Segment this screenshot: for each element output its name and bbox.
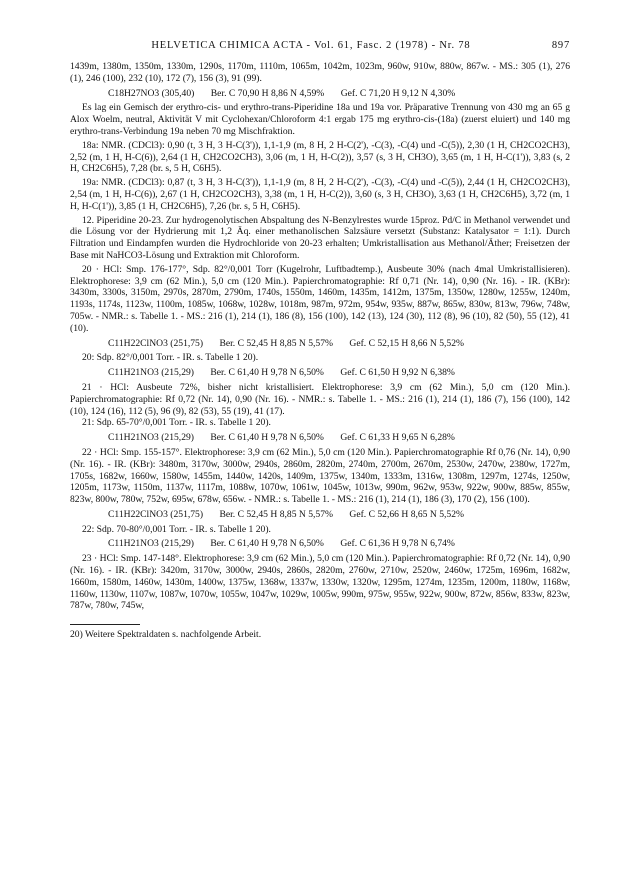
journal-title: HELVETICA CHIMICA ACTA - Vol. 61, Fasc. 2 (1978) - Nr. 78 <box>151 40 471 51</box>
paragraph-nmr-19a: 19a: NMR. (CDCl3): 0,87 (t, 3 H, 3 H-C(3')), 1,1-1,9 (m, 8 H, 2 H-C(2'), -C(3), -C(4) und -C(5)), 2,44 (1 H, CH2CO2CH3), 2,54 (m, 1 H, H-C(6)), 2,67 (1 H, CH2CO2CH3), 3,38 (m, 1 H, H-C(2)), 3,60 (s, 3 H, CH3O), 3,63 (1 H, CH2C6H5), 3,72 (m, 1 H, H-C(1')), 3,85 (1 H, CH2C6H5), 7,26 (br. s, 5 H, C6H5). <box>70 177 570 212</box>
calculated-values: Ber. C 70,90 H 8,86 N 4,59% <box>210 87 325 99</box>
paragraph-compound-20-hcl: 20 · HCl: Smp. 176-177°, Sdp. 82°/0,001 Torr (Kugelrohr, Luftbadtemp.), Ausbeute 30% (nach 4mal Umkristallisieren). Elektrophorese: 3,9 cm (62 Min.), 5,0 cm (120 Min.). Papierchromatographie: Rf 0,71 (Nr. 14), 0,90 (Nr. 16). - IR. (KBr): 3430m, 3300s, 3150m, 2970s, 2870m, 2790m, 1740s, 1550m, 1460m, 1435m, 1412m, 1375m, 1350w, 1280w, 1255w, 1240m, 1193s, 1174s, 1123w, 1100m, 1085w, 1068w, 1028w, 1018m, 987m, 972m, 954w, 935w, 887w, 865w, 830w, 813w, 796w, 748w, 705w. - NMR.: s. Tabelle 1. - MS.: 216 (1), 214 (1), 186 (8), 156 (100), 142 (13), 124 (30), 112 (8), 96 (10), 82 (50), 55 (12), 41 (10). <box>70 263 570 334</box>
calculated-values: Ber. C 61,40 H 9,78 N 6,50% <box>210 432 324 444</box>
calculated-values: Ber. C 61,40 H 9,78 N 6,50% <box>210 538 324 550</box>
paragraph-section-12: 12. Piperidine 20-23. Zur hydrogenolytischen Abspaltung des N-Benzylrestes wurde 15proz. Pd/C in Methanol verwendet und die Lösung vor der Hydrierung mit 1,2 Äq. einer methanolischen Salzsäure versetzt (Substanz: Katalysator = 1:1). Durch Filtration und Eindampfen wurden die Hydrochloride von 20-23 erhalten; Umkristallisation aus Methanol/Äther; Freisetzen der Base mit NaHCO3-Lösung und Extraktion mit Chloroform. <box>70 214 570 261</box>
molecular-formula: C11H21NO3 (215,29) <box>108 367 194 379</box>
found-values: Gef. C 61,36 H 9,78 N 6,74% <box>340 538 455 550</box>
footnote: 20) Weitere Spektraldaten s. nachfolgende Arbeit. <box>70 629 262 641</box>
paragraph-compound-21-hcl: 21 · HCl: Ausbeute 72%, bisher nicht kristallisiert. Elektrophorese: 3,9 cm (62 Min.), 5,0 cm (120 Min.). Papierchromatographie: Rf 0,72 (Nr. 14), 0,90 (Nr. 16). - NMR.: s. Tabelle 1. - MS.: 216 (1), 214 (1), 186 (7), 156 (100), 142 (10), 124 (16), 112 (5), 96 (9), 82 (53), 55 (19), 41 (17). <box>70 381 570 417</box>
elemental-analysis-5 <box>108 509 570 521</box>
paragraph-compound-22-hcl: 22 · HCl: Smp. 155-157°. Elektrophorese: 3,9 cm (62 Min.), 5,0 cm (120 Min.). Papierchromatographie Rf 0,76 (Nr. 14), 0,90 (Nr. 16). - IR. (KBr): 3480m, 3170w, 3000w, 2940s, 2860m, 2820m, 2740m, 2700m, 2670m, 2530w, 2470w, 2380w, 1727m, 1705s, 1682w, 1660w, 1580w, 1455m, 1440w, 1420s, 1409m, 1375w, 1340m, 1333m, 1316w, 1308m, 1297m, 1274s, 1250w, 1205m, 1173w, 1150m, 1137w, 1117m, 1088w, 1070w, 1061w, 1045w, 1013w, 990m, 962w, 953w, 922w, 900w, 885w, 855w, 823w, 800w, 780w, 752w, 695w, 678w, 656w. - NMR.: s. Tabelle 1. - MS.: 216 (1), 214 (1), 186 (3), 170 (2), 156 (100). <box>70 446 570 506</box>
molecular-formula: C11H21NO3 (215,29) <box>108 432 194 444</box>
paragraph-separation: Es lag ein Gemisch der erythro-cis- und erythro-trans-Piperidine 18a und 19a vor. Präparative Trennung von 430 mg an 65 g Alox Woelm, neutral, Aktivität V mit Cyclohexan/Chloroform 4:1 ergab 175 mg erythro-cis-(18a) (zuerst eluiert) und 140 mg erythro-trans-Verbindung 19a neben 70 mg Mischfraktion. <box>70 102 570 137</box>
molecular-formula: C11H22ClNO3 (251,75) <box>108 337 204 349</box>
elemental-analysis-4 <box>108 432 570 444</box>
elemental-analysis-1 <box>108 88 570 100</box>
found-values: Gef. C 52,66 H 8,65 N 5,52% <box>349 508 464 520</box>
molecular-formula: C11H22ClNO3 (251,75) <box>108 508 204 520</box>
molecular-formula: C11H21NO3 (215,29) <box>108 538 194 550</box>
elemental-analysis-3 <box>108 367 570 379</box>
journal-page <box>70 40 570 641</box>
found-values: Gef. C 61,50 H 9,92 N 6,38% <box>340 367 455 379</box>
paragraph-ir-ms-continued: 1439m, 1380m, 1350m, 1330m, 1290s, 1170m, 1110m, 1065m, 1042m, 1023m, 960w, 910w, 880w, 867w. - MS.: 305 (1), 276 (1), 246 (100), 232 (10), 172 (7), 156 (3), 91 (99). <box>70 61 570 84</box>
elemental-analysis-6 <box>108 538 570 550</box>
calculated-values: Ber. C 52,45 H 8,85 N 5,57% <box>219 508 333 520</box>
paragraph-compound-21: 21: Sdp. 65-70°/0,001 Torr. - IR. s. Tabelle 1 20). <box>82 417 271 429</box>
page-number: 897 <box>551 40 570 51</box>
found-values: Gef. C 61,33 H 9,65 N 6,28% <box>340 432 455 444</box>
calculated-values: Ber. C 52,45 H 8,85 N 5,57% <box>219 337 333 349</box>
molecular-formula: C18H27NO3 (305,40) <box>108 87 195 99</box>
found-values: Gef. C 71,20 H 9,12 N 4,30% <box>340 87 456 99</box>
calculated-values: Ber. C 61,40 H 9,78 N 6,50% <box>210 367 324 379</box>
footnote-divider <box>70 624 140 625</box>
paragraph-nmr-18a: 18a: NMR. (CDCl3): 0,90 (t, 3 H, 3 H-C(3')), 1,1-1,9 (m, 8 H, 2 H-C(2'), -C(3), -C(4) und -C(5)), 2,30 (1 H, CH2CO2CH3), 2,52 (m, 1 H, H-C(6)), 2,64 (1 H, CH2CO2CH3), 3,06 (m, 1 H, H-C(2)), 3,57 (s, 3 H, CH3O), 3,65 (m, 1 H, H-C(1')), 3,83 (s, 2 H, CH2C6H5), 7,28 (br. s, 5 H, C6H5). <box>70 139 570 175</box>
paragraph-compound-20: 20: Sdp. 82°/0,001 Torr. - IR. s. Tabelle 1 20). <box>82 352 259 364</box>
elemental-analysis-2 <box>108 338 570 350</box>
found-values: Gef. C 52,15 H 8,66 N 5,52% <box>349 337 464 349</box>
paragraph-compound-22: 22: Sdp. 70-80°/0,001 Torr. - IR. s. Tabelle 1 20). <box>82 523 271 535</box>
paragraph-compound-23-hcl: 23 · HCl: Smp. 147-148°. Elektrophorese: 3,9 cm (62 Min.), 5,0 cm (120 Min.). Papierchromatographie: Rf 0,72 (Nr. 14), 0,90 (Nr. 16). - IR. (KBr): 3420m, 3170w, 3000w, 2940s, 2860s, 2820m, 2760w, 2710w, 2520w, 2460w, 1725m, 1696m, 1682w, 1660m, 1580m, 1460w, 1430m, 1400w, 1375w, 1368w, 1337w, 1330w, 1320w, 1295m, 1274m, 1235m, 1200m, 1180w, 1168w, 1160w, 1130w, 1107w, 1087w, 1070w, 1055w, 1047w, 1029w, 1005w, 990m, 975w, 955w, 922w, 900w, 872w, 856w, 833w, 823w, 787w, 780w, 745w, <box>70 553 570 612</box>
running-header <box>70 40 570 51</box>
